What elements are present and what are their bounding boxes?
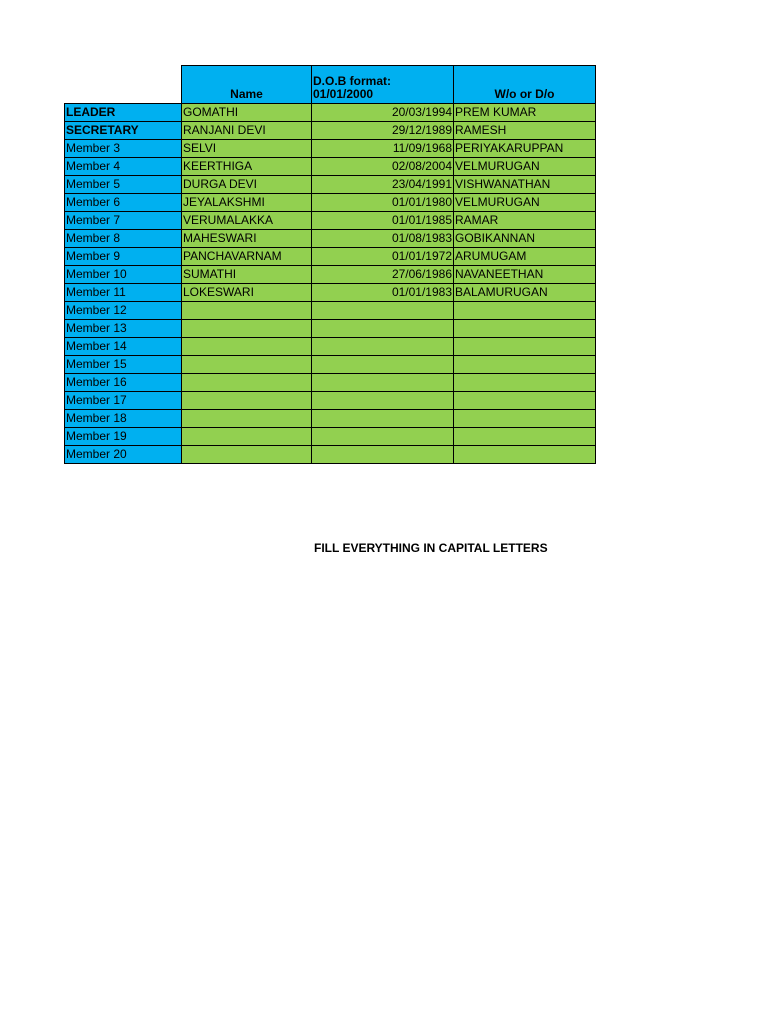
table-row (65, 338, 596, 356)
table-row (65, 194, 596, 212)
name-cell[interactable] (182, 428, 312, 446)
dob-cell[interactable] (312, 320, 454, 338)
name-cell[interactable] (182, 320, 312, 338)
role-cell[interactable]: Member 3 (65, 140, 182, 158)
name-cell[interactable] (182, 302, 312, 320)
dob-cell[interactable] (312, 392, 454, 410)
table-row (65, 410, 596, 428)
name-cell[interactable]: DURGA DEVI (182, 176, 312, 194)
table-row (65, 266, 596, 284)
role-cell[interactable]: Member 8 (65, 230, 182, 248)
table-row (65, 446, 596, 464)
dob-cell[interactable] (312, 374, 454, 392)
role-cell[interactable]: Member 6 (65, 194, 182, 212)
wo-do-cell[interactable]: RAMESH (454, 122, 596, 140)
role-cell[interactable]: Member 12 (65, 302, 182, 320)
wo-do-cell[interactable]: PERIYAKARUPPAN (454, 140, 596, 158)
role-cell[interactable]: SECRETARY (65, 122, 182, 140)
dob-cell[interactable] (312, 338, 454, 356)
table-row (65, 302, 596, 320)
table-row (65, 158, 596, 176)
role-cell[interactable]: Member 19 (65, 428, 182, 446)
wo-do-cell[interactable]: PREM KUMAR (454, 104, 596, 122)
dob-cell[interactable]: 01/01/1985 (312, 212, 454, 230)
name-cell[interactable] (182, 374, 312, 392)
table-row (65, 230, 596, 248)
name-cell[interactable] (182, 392, 312, 410)
name-cell[interactable]: KEERTHIGA (182, 158, 312, 176)
dob-cell[interactable]: 20/03/1994 (312, 104, 454, 122)
table-row (65, 140, 596, 158)
dob-cell[interactable]: 23/04/1991 (312, 176, 454, 194)
wo-do-cell[interactable] (454, 374, 596, 392)
name-cell[interactable]: PANCHAVARNAM (182, 248, 312, 266)
name-cell[interactable] (182, 338, 312, 356)
name-cell[interactable]: RANJANI DEVI (182, 122, 312, 140)
wo-do-cell[interactable] (454, 392, 596, 410)
header-name[interactable]: Name (182, 66, 312, 104)
dob-cell[interactable]: 01/01/1980 (312, 194, 454, 212)
wo-do-cell[interactable]: RAMAR (454, 212, 596, 230)
dob-cell[interactable]: 01/01/1983 (312, 284, 454, 302)
name-cell[interactable]: MAHESWARI (182, 230, 312, 248)
name-cell[interactable]: GOMATHI (182, 104, 312, 122)
dob-cell[interactable] (312, 410, 454, 428)
role-cell[interactable]: Member 4 (65, 158, 182, 176)
role-cell[interactable]: Member 18 (65, 410, 182, 428)
table-row (65, 374, 596, 392)
role-cell[interactable]: Member 14 (65, 338, 182, 356)
role-cell[interactable]: Member 10 (65, 266, 182, 284)
wo-do-cell[interactable] (454, 410, 596, 428)
role-cell[interactable]: Member 17 (65, 392, 182, 410)
dob-cell[interactable]: 01/08/1983 (312, 230, 454, 248)
wo-do-cell[interactable]: VISHWANATHAN (454, 176, 596, 194)
dob-cell[interactable] (312, 446, 454, 464)
wo-do-cell[interactable]: VELMURUGAN (454, 194, 596, 212)
table-row (65, 320, 596, 338)
header-dob[interactable]: D.O.B format: 01/01/2000 (312, 66, 454, 104)
instruction-note: FILL EVERYTHING IN CAPITAL LETTERS (314, 541, 548, 555)
role-cell[interactable]: LEADER (65, 104, 182, 122)
role-cell[interactable]: Member 5 (65, 176, 182, 194)
member-table (64, 65, 596, 464)
wo-do-cell[interactable]: NAVANEETHAN (454, 266, 596, 284)
table-row (65, 392, 596, 410)
table-row (65, 284, 596, 302)
table-row (65, 428, 596, 446)
wo-do-cell[interactable] (454, 302, 596, 320)
role-cell[interactable]: Member 13 (65, 320, 182, 338)
dob-cell[interactable]: 11/09/1968 (312, 140, 454, 158)
role-cell[interactable]: Member 11 (65, 284, 182, 302)
dob-cell[interactable]: 27/06/1986 (312, 266, 454, 284)
dob-cell[interactable] (312, 356, 454, 374)
header-row (65, 66, 596, 104)
table-row (65, 104, 596, 122)
wo-do-cell[interactable]: ARUMUGAM (454, 248, 596, 266)
table-row (65, 356, 596, 374)
dob-cell[interactable]: 01/01/1972 (312, 248, 454, 266)
name-cell[interactable]: SUMATHI (182, 266, 312, 284)
role-cell[interactable]: Member 9 (65, 248, 182, 266)
role-cell[interactable]: Member 20 (65, 446, 182, 464)
wo-do-cell[interactable] (454, 428, 596, 446)
dob-cell[interactable]: 02/08/2004 (312, 158, 454, 176)
dob-cell[interactable] (312, 428, 454, 446)
name-cell[interactable] (182, 410, 312, 428)
name-cell[interactable]: JEYALAKSHMI (182, 194, 312, 212)
header-wo-do[interactable]: W/o or D/o (454, 66, 596, 104)
name-cell[interactable]: VERUMALAKKA (182, 212, 312, 230)
role-cell[interactable]: Member 15 (65, 356, 182, 374)
wo-do-cell[interactable] (454, 356, 596, 374)
name-cell[interactable] (182, 446, 312, 464)
wo-do-cell[interactable]: VELMURUGAN (454, 158, 596, 176)
corner-cell[interactable] (65, 66, 182, 104)
wo-do-cell[interactable]: GOBIKANNAN (454, 230, 596, 248)
wo-do-cell[interactable] (454, 338, 596, 356)
name-cell[interactable] (182, 356, 312, 374)
wo-do-cell[interactable]: BALAMURUGAN (454, 284, 596, 302)
table-row (65, 176, 596, 194)
dob-cell[interactable] (312, 302, 454, 320)
table-row (65, 248, 596, 266)
name-cell[interactable]: SELVI (182, 140, 312, 158)
role-cell[interactable]: Member 7 (65, 212, 182, 230)
wo-do-cell[interactable] (454, 446, 596, 464)
role-cell[interactable]: Member 16 (65, 374, 182, 392)
dob-cell[interactable]: 29/12/1989 (312, 122, 454, 140)
table-row (65, 122, 596, 140)
table-row (65, 212, 596, 230)
wo-do-cell[interactable] (454, 320, 596, 338)
name-cell[interactable]: LOKESWARI (182, 284, 312, 302)
